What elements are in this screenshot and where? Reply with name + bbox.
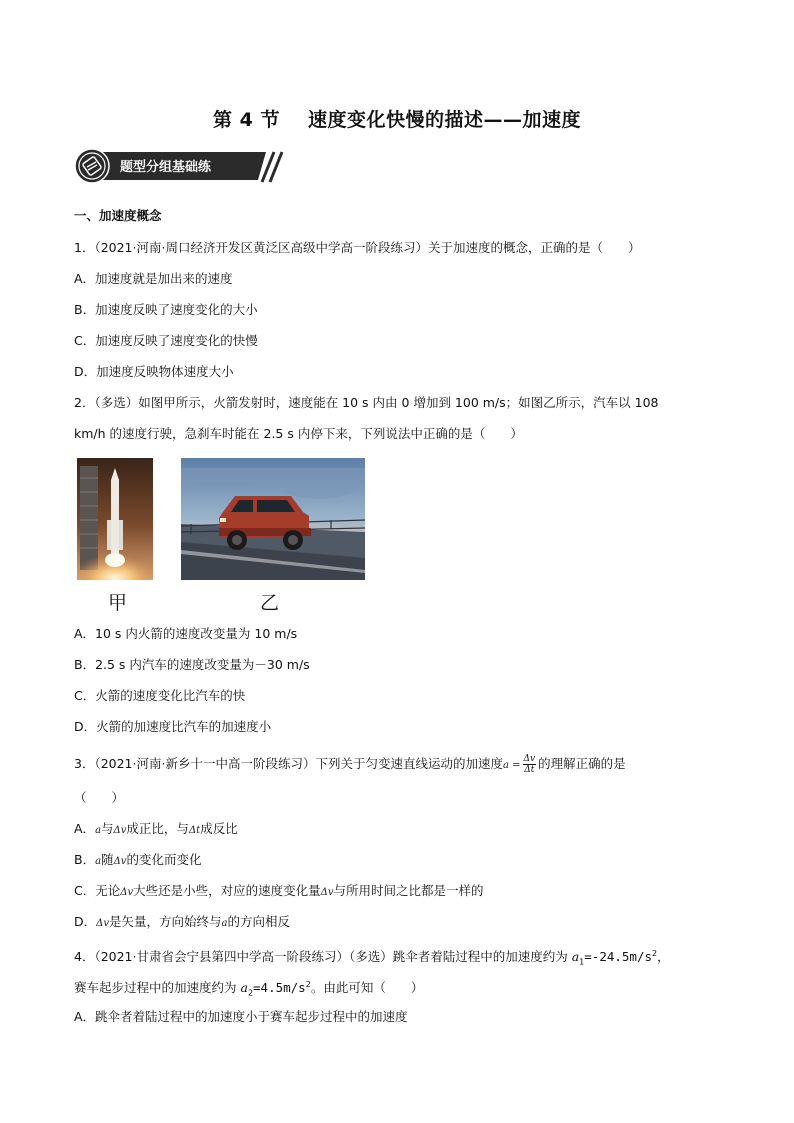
- question-2-option-a: A．10 s 内火箭的速度改变量为 10 m/s: [74, 626, 298, 641]
- question-4-option-a: A．跳伞者着陆过程中的加速度小于赛车起步过程中的加速度: [74, 1009, 408, 1024]
- question-4-stem-line1: 4．（2021·甘肃省会宁县第四中学高一阶段练习）（多选）跳伞者着陆过程中的加速度约为 $a_1=-24.5m/s^2$，: [74, 949, 670, 967]
- question-2-option-d: D．火箭的加速度比汽车的加速度小: [74, 719, 272, 734]
- figure-caption-yi: 乙: [260, 592, 280, 614]
- figure-caption-jia: 甲: [108, 592, 128, 614]
- section-heading: 一、加速度概念: [74, 208, 162, 223]
- section-topic: 速度变化快慢的描述——加速度: [307, 109, 581, 131]
- section-number: 第 4 节: [213, 109, 280, 131]
- question-1-option-c: C．加速度反映了速度变化的快慢: [74, 333, 258, 348]
- formula-lhs: a =: [502, 760, 521, 771]
- question-2-option-b: B．2.5 s 内汽车的速度改变量为－30 m/s: [74, 657, 310, 672]
- question-3-stem-line2: （ ）: [74, 790, 125, 805]
- banner-label: 题型分组基础练: [120, 160, 212, 175]
- section-banner: [74, 148, 284, 184]
- question-2-option-c: C．火箭的速度变化比汽车的快: [74, 688, 246, 703]
- question-4-stem-line2: 赛车起步过程中的加速度约为 $a_2=4.5m/s^2$。由此可知（ ）: [74, 980, 424, 998]
- question-1-option-a: A．加速度就是加出来的速度: [74, 271, 233, 286]
- question-2-stem-line1: 2．（多选）如图甲所示，火箭发射时，速度能在 10 s 内由 0 增加到 100 m/s；如图乙所示，汽车以 108: [74, 395, 659, 410]
- page-title: [0, 105, 794, 132]
- question-3-stem: 3．（2021·河南·新乡十一中高一阶段练习）下列关于匀变速直线运动的加速度a = $\frac{\Delta v}{\Delta t}$ 的理解正确的是: [74, 754, 626, 775]
- question-1-stem: 1．（2021·河南·周口经济开发区黄泛区高级中学高一阶段练习）关于加速度的概念，正确的是（ ）: [74, 240, 641, 255]
- question-3-option-b: B．a随Δv的变化而变化: [74, 852, 202, 867]
- car-braking-photo: [181, 458, 365, 580]
- question-1-option-d: D．加速度反映物体速度大小: [74, 364, 234, 379]
- formula-fraction: $\frac{\Delta v}{\Delta t}$: [523, 754, 536, 775]
- question-3-option-a: A．a与Δv成正比，与Δt成反比: [74, 821, 238, 836]
- question-2-stem-line2: km/h 的速度行驶，急刹车时能在 2.5 s 内停下来，下列说法中正确的是（ ）: [74, 426, 523, 441]
- rocket-launch-photo: [77, 458, 153, 580]
- question-3-option-d: D．Δv是矢量，方向始终与a的方向相反: [74, 914, 291, 929]
- question-1-option-b: B．加速度反映了速度变化的大小: [74, 302, 258, 317]
- question-3-option-c: C．无论Δv大些还是小些，对应的速度变化量Δv与所用时间之比都是一样的: [74, 883, 484, 898]
